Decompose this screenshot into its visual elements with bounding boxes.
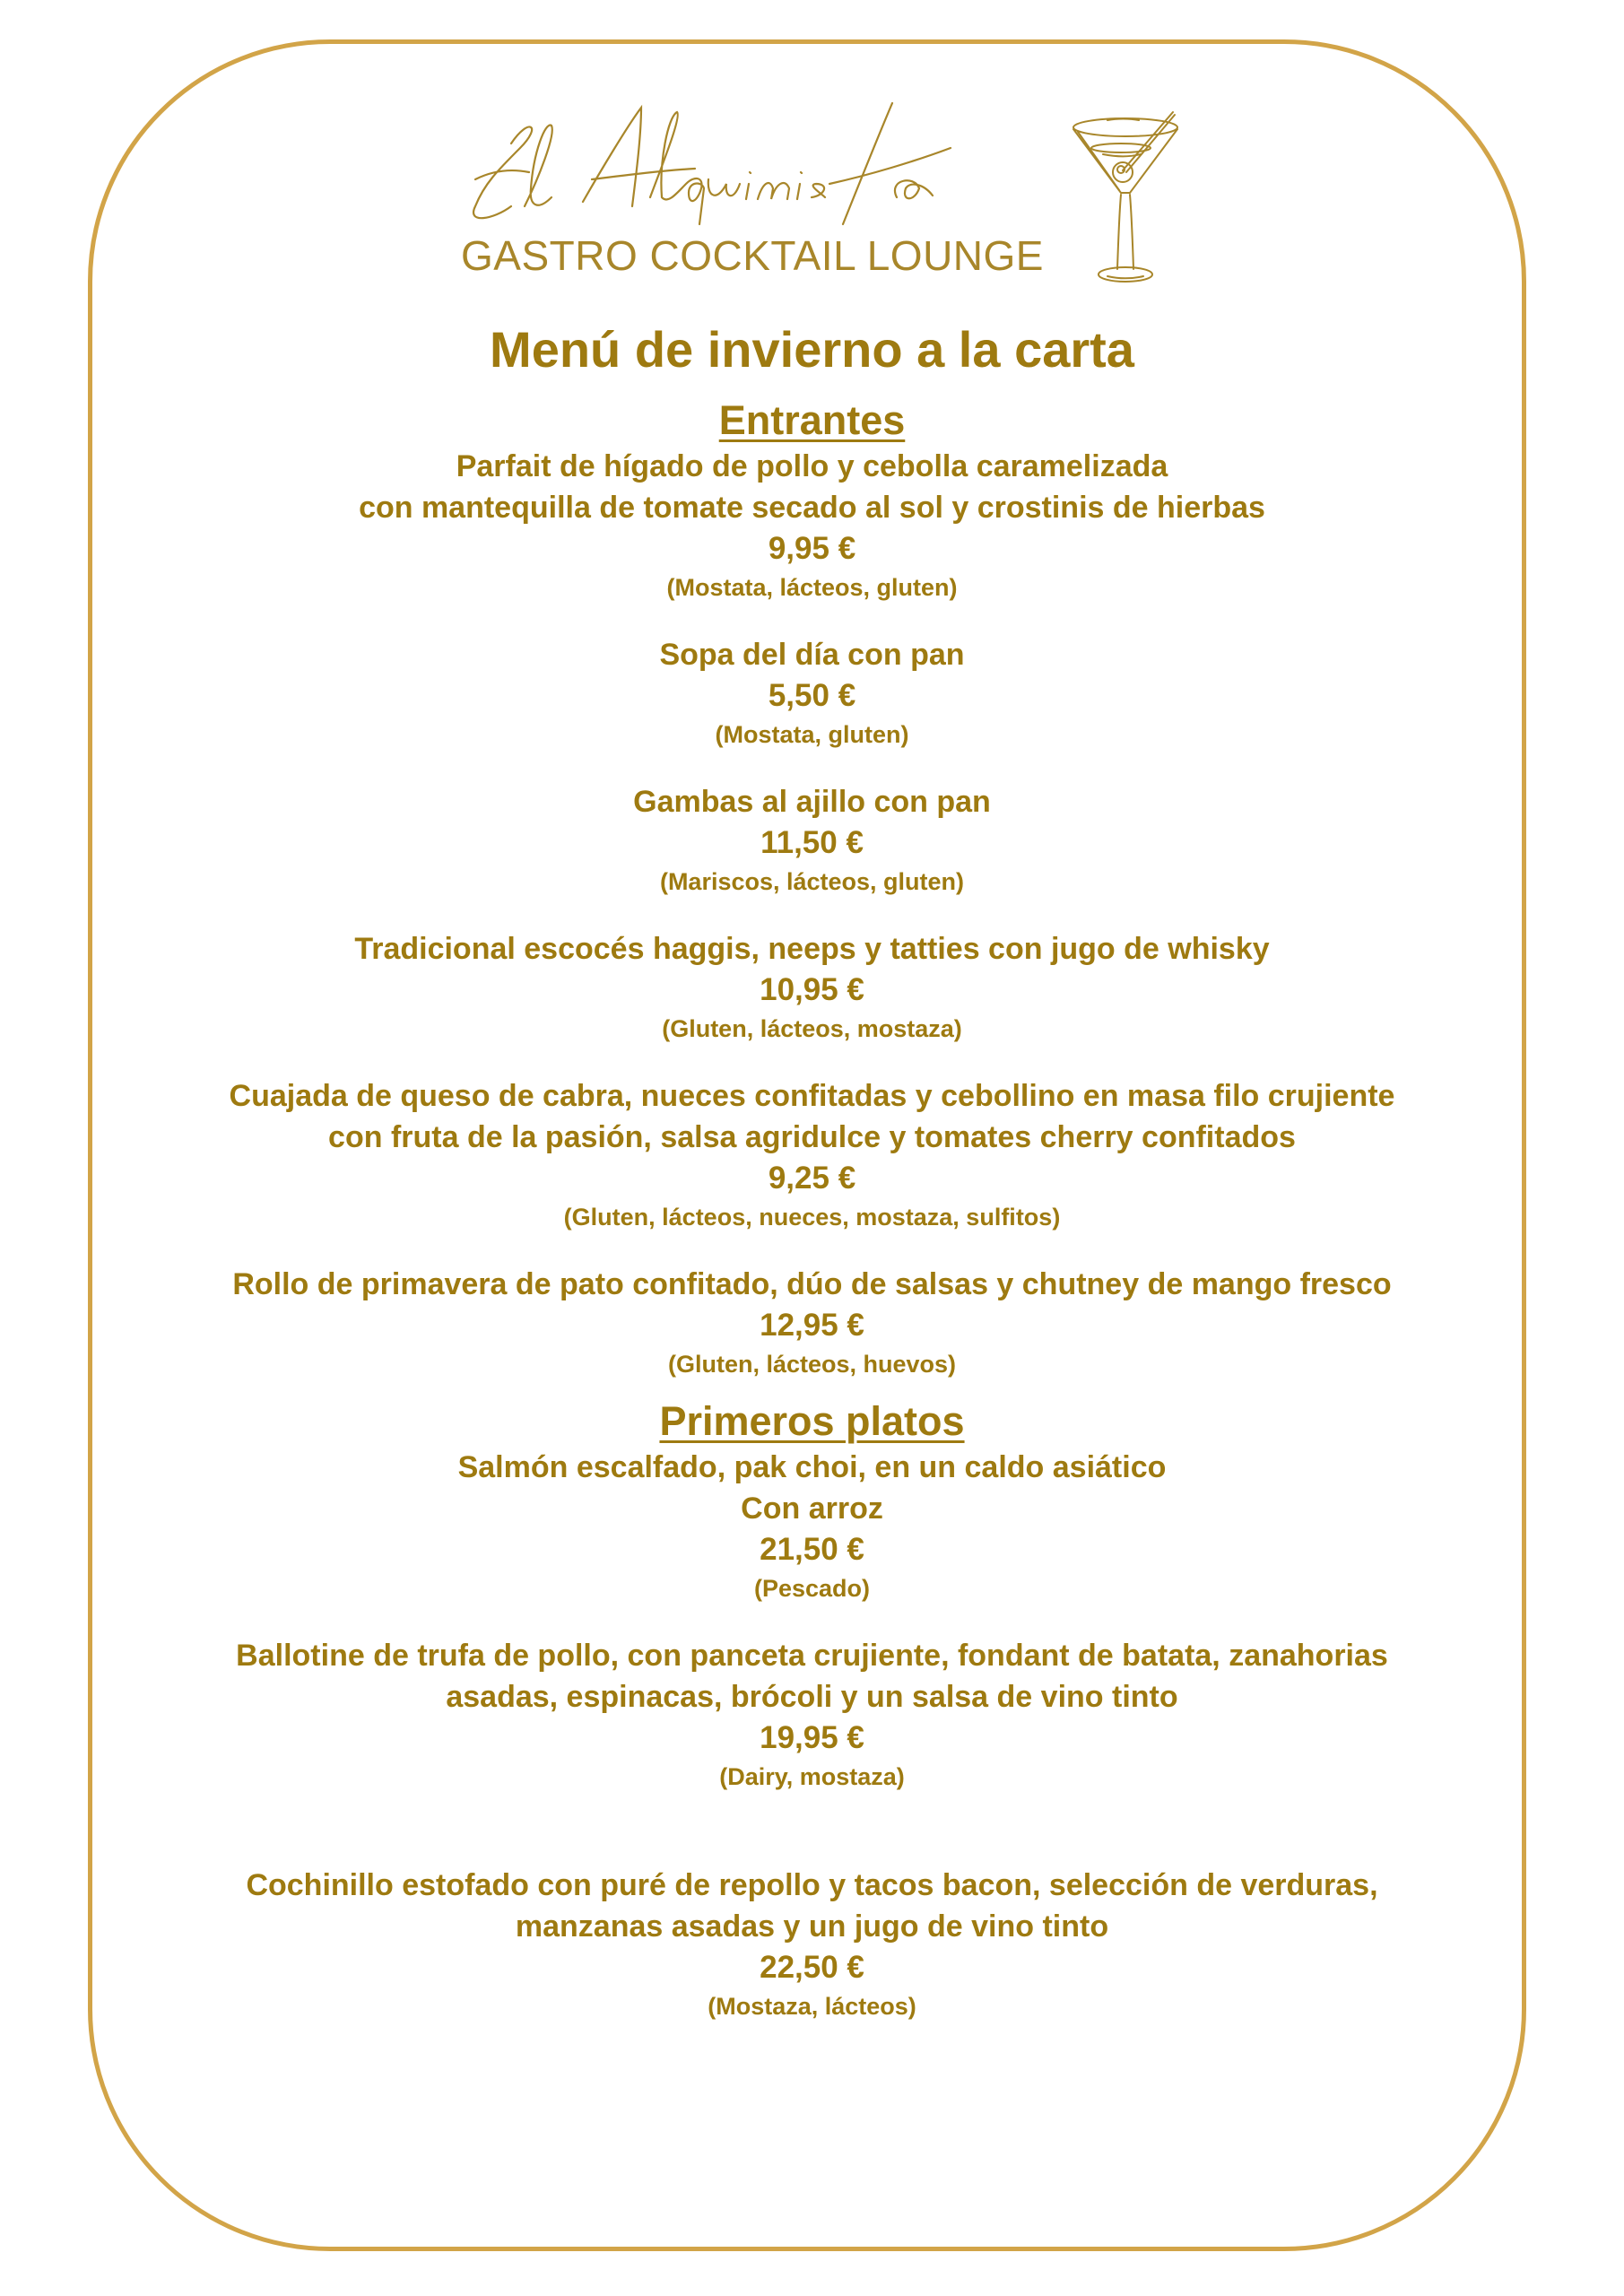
dish-name: Sopa del día con pan <box>659 638 965 672</box>
dish-price: 19,95 € <box>760 1720 864 1755</box>
dish-name: asadas, espinacas, brócoli y un salsa de vino tinto <box>446 1680 1178 1714</box>
dish-allergens: (Gluten, lácteos, nueces, mostaza, sulfitos) <box>563 1204 1061 1231</box>
dish-allergens: (Gluten, lácteos, mostaza) <box>662 1015 962 1042</box>
dish-price: 11,50 € <box>760 825 864 860</box>
menu-item <box>0 1865 1624 2024</box>
brand-tagline: GASTRO COCKTAIL LOUNGE <box>461 232 1044 279</box>
dish-name: Con arroz <box>741 1492 883 1526</box>
script-logo-el-alquimista <box>448 99 1094 233</box>
dish-allergens: (Mariscos, lácteos, gluten) <box>659 868 965 895</box>
menu-item <box>0 928 1624 1047</box>
dish-name: Tradicional escocés haggis, neeps y tatties con jugo de whisky <box>354 932 1270 966</box>
dish-price: 9,95 € <box>768 531 856 566</box>
menu-item <box>0 634 1624 752</box>
brand-logo <box>448 99 1202 287</box>
dish-name: Ballotine de trufa de pollo, con panceta crujiente, fondant de batata, zanahorias <box>236 1639 1388 1673</box>
dish-price: 9,25 € <box>768 1161 856 1196</box>
dish-allergens: (Pescado) <box>753 1575 871 1602</box>
dish-allergens: (Mostaza, lácteos) <box>708 1993 916 2020</box>
dish-name: con mantequilla de tomate secado al sol y crostinis de hierbas <box>359 491 1265 525</box>
dish-name: Rollo de primavera de pato confitado, dúo de salsas y chutney de mango fresco <box>232 1267 1392 1301</box>
menu-item <box>0 446 1624 605</box>
menu-content <box>0 318 1624 2053</box>
dish-name: Salmón escalfado, pak choi, en un caldo asiático <box>457 1450 1167 1484</box>
dish-name: Parfait de hígado de pollo y cebolla caramelizada <box>456 449 1168 483</box>
dish-allergens: (Mostata, gluten) <box>715 721 909 748</box>
section-heading-entrantes: Entrantes <box>718 397 906 443</box>
martini-glass-icon <box>1067 108 1193 287</box>
dish-allergens: (Gluten, lácteos, huevos) <box>667 1351 957 1378</box>
menu-item <box>0 1447 1624 1606</box>
dish-name: Gambas al ajillo con pan <box>633 785 991 819</box>
dish-price: 12,95 € <box>760 1308 864 1343</box>
dish-price: 21,50 € <box>760 1532 864 1567</box>
dish-name: Cuajada de queso de cabra, nueces confitadas y cebollino en masa filo crujiente <box>229 1079 1395 1113</box>
dish-allergens: (Dairy, mostaza) <box>719 1763 905 1790</box>
dish-name: manzanas asadas y un jugo de vino tinto <box>515 1909 1109 1944</box>
dish-allergens: (Mostata, lácteos, gluten) <box>666 574 958 601</box>
section-heading-primeros-platos: Primeros platos <box>659 1398 965 1444</box>
menu-title: Menú de invierno a la carta <box>490 321 1134 378</box>
dish-name: con fruta de la pasión, salsa agridulce y tomates cherry confitados <box>328 1120 1296 1154</box>
dish-price: 5,50 € <box>768 678 856 713</box>
menu-item <box>0 1075 1624 1235</box>
dish-name: Cochinillo estofado con puré de repollo y tacos bacon, selección de verduras, <box>246 1868 1378 1902</box>
dish-price: 10,95 € <box>760 972 864 1007</box>
menu-item <box>0 1635 1624 1795</box>
menu-item <box>0 781 1624 900</box>
dish-price: 22,50 € <box>760 1950 864 1985</box>
menu-item <box>0 1264 1624 1382</box>
